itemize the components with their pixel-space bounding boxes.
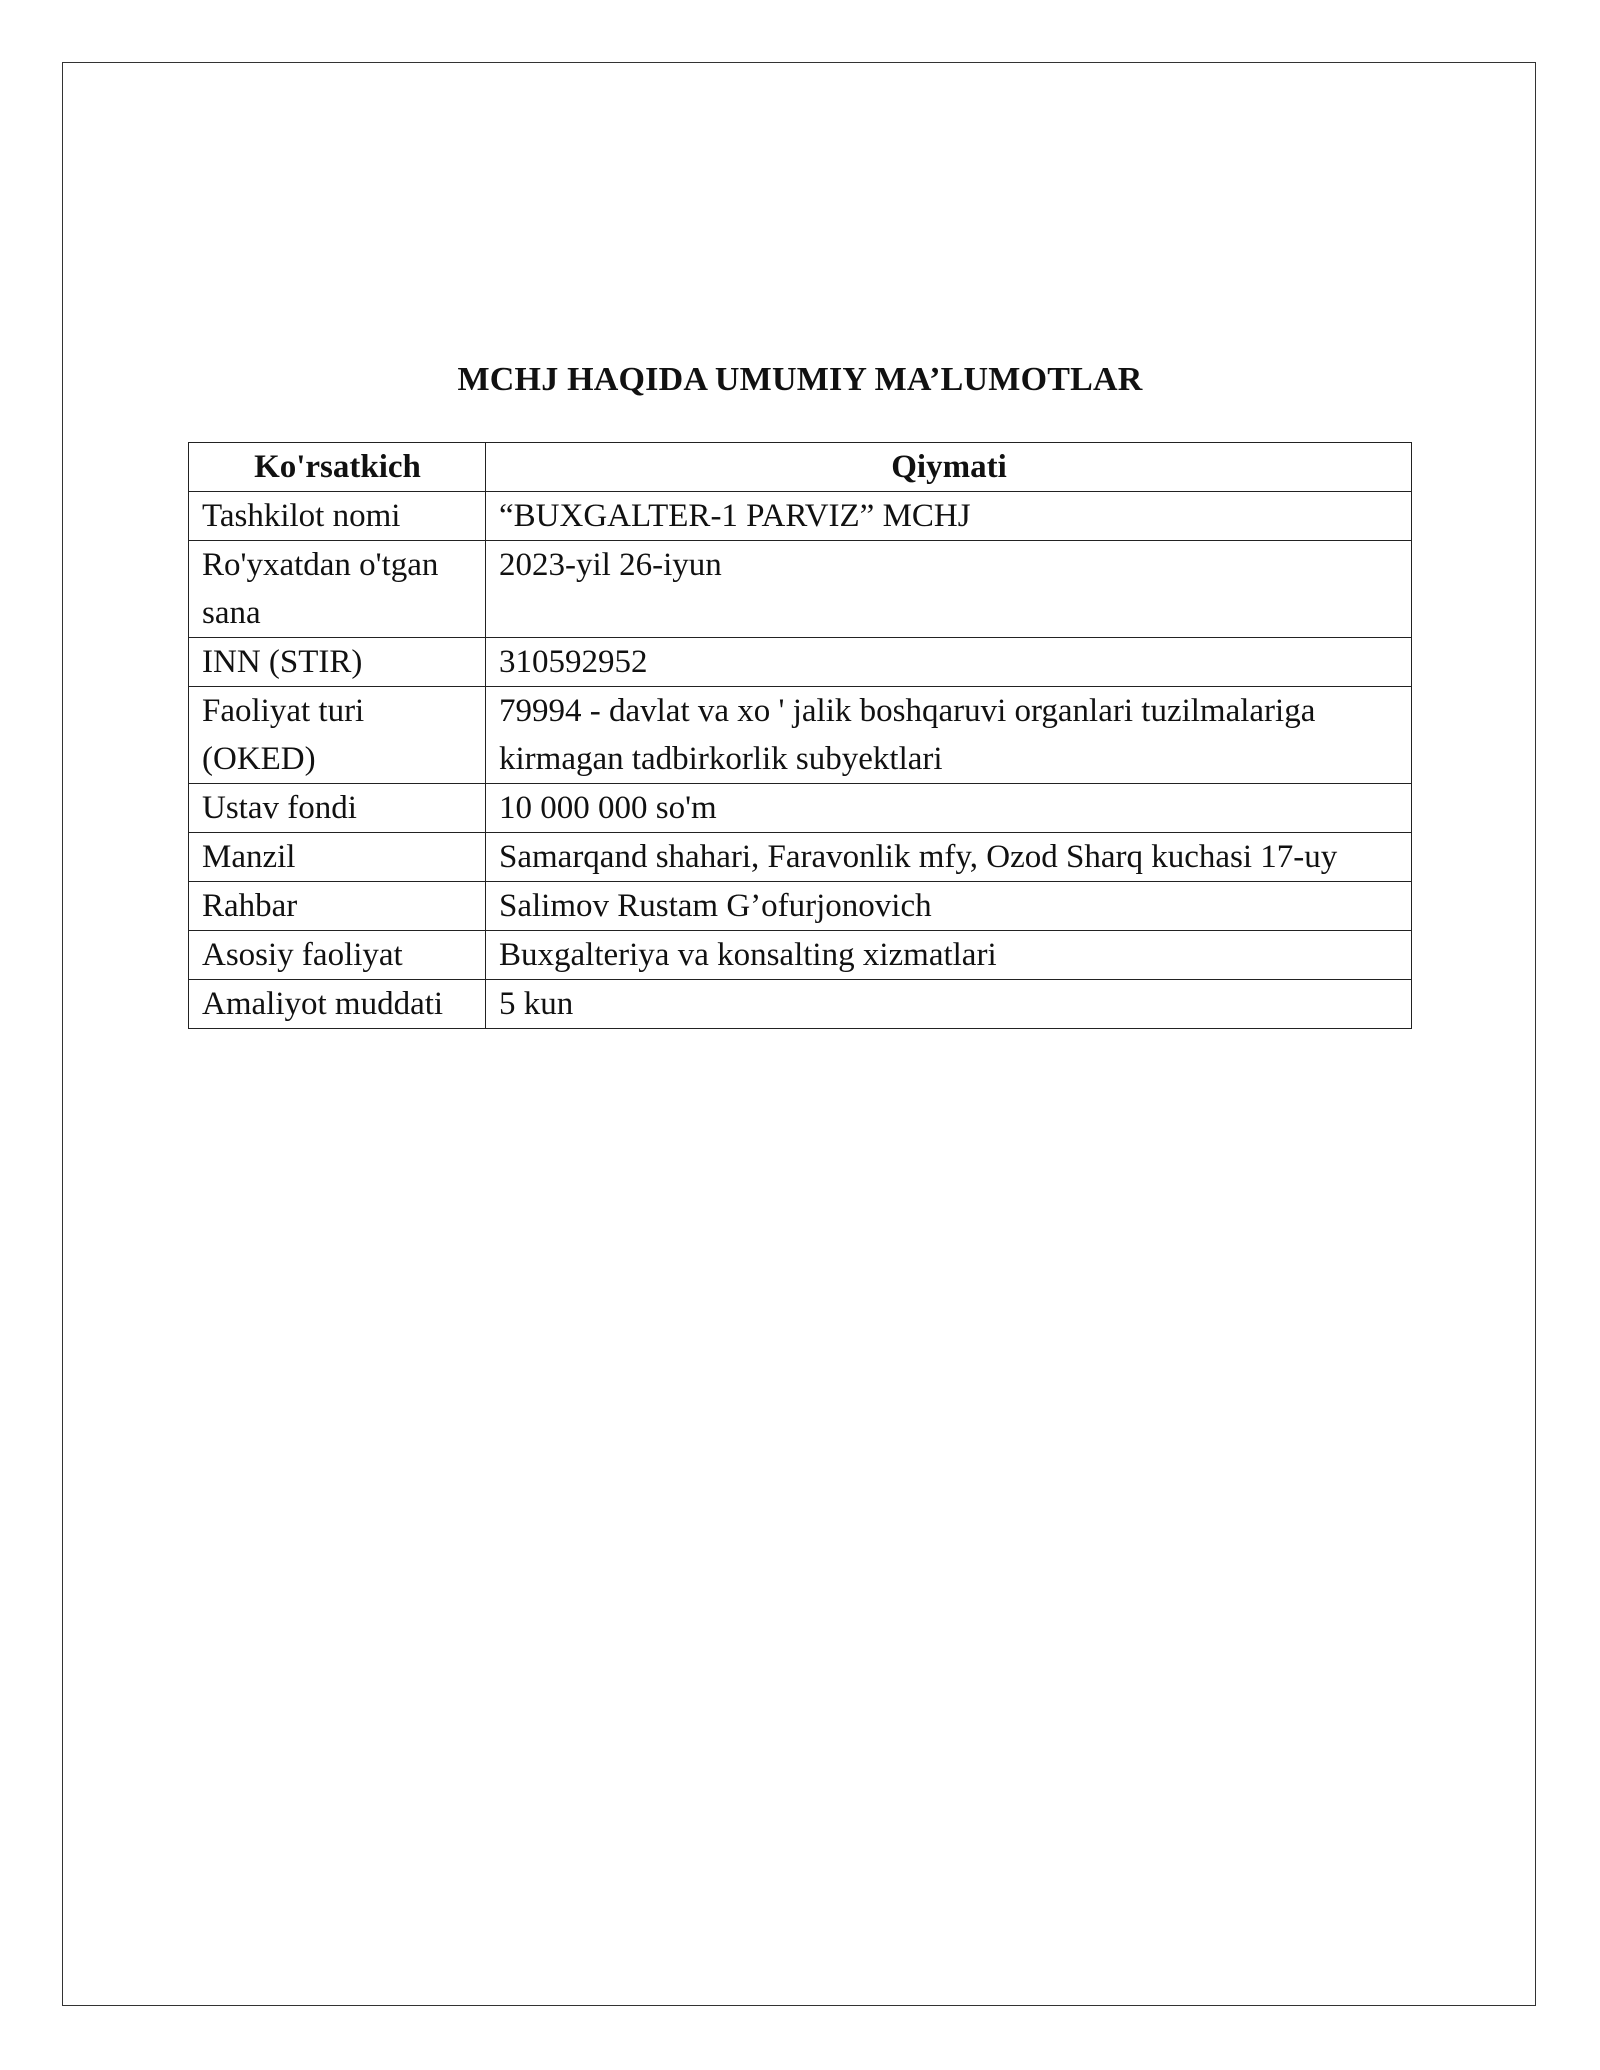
row-value: 10 000 000 so'm	[486, 784, 1412, 833]
table-row	[189, 833, 1412, 882]
header-indicator: Ko'rsatkich	[189, 443, 486, 492]
table-row	[189, 882, 1412, 931]
row-value: 2023-yil 26-iyun	[486, 541, 1412, 638]
page-border	[62, 62, 1536, 2006]
row-label: Ustav fondi	[189, 784, 486, 833]
row-label: Rahbar	[189, 882, 486, 931]
row-value: 310592952	[486, 638, 1412, 687]
table-row	[189, 980, 1412, 1029]
row-label: Amaliyot muddati	[189, 980, 486, 1029]
document-title: MCHJ HAQIDA UMUMIY MA’LUMOTLAR	[457, 361, 1143, 398]
row-value: “BUXGALTER-1 PARVIZ” MCHJ	[486, 492, 1412, 541]
row-value: Buxgalteriya va konsalting xizmatlari	[486, 931, 1412, 980]
row-label: Asosiy faoliyat	[189, 931, 486, 980]
row-label: Ro'yxatdan o'tgan sana	[189, 541, 486, 638]
table-row	[189, 687, 1412, 784]
table-header-row	[189, 443, 1412, 492]
row-value: Samarqand shahari, Faravonlik mfy, Ozod Sharq kuchasi 17-uy	[486, 833, 1412, 882]
table-row	[189, 931, 1412, 980]
table-row	[189, 492, 1412, 541]
table-row	[189, 638, 1412, 687]
row-label: Manzil	[189, 833, 486, 882]
row-label: Tashkilot nomi	[189, 492, 486, 541]
header-value: Qiymati	[486, 443, 1412, 492]
table-row	[189, 541, 1412, 638]
row-value: 79994 - davlat va xo ' jalik boshqaruvi organlari tuzilmalariga kirmagan tadbirkorlik subyektlari	[486, 687, 1412, 784]
table-row	[189, 784, 1412, 833]
company-info-table	[188, 442, 1412, 1029]
row-value: Salimov Rustam G’ofurjonovich	[486, 882, 1412, 931]
row-label: INN (STIR)	[189, 638, 486, 687]
row-label: Faoliyat turi (OKED)	[189, 687, 486, 784]
row-value: 5 kun	[486, 980, 1412, 1029]
